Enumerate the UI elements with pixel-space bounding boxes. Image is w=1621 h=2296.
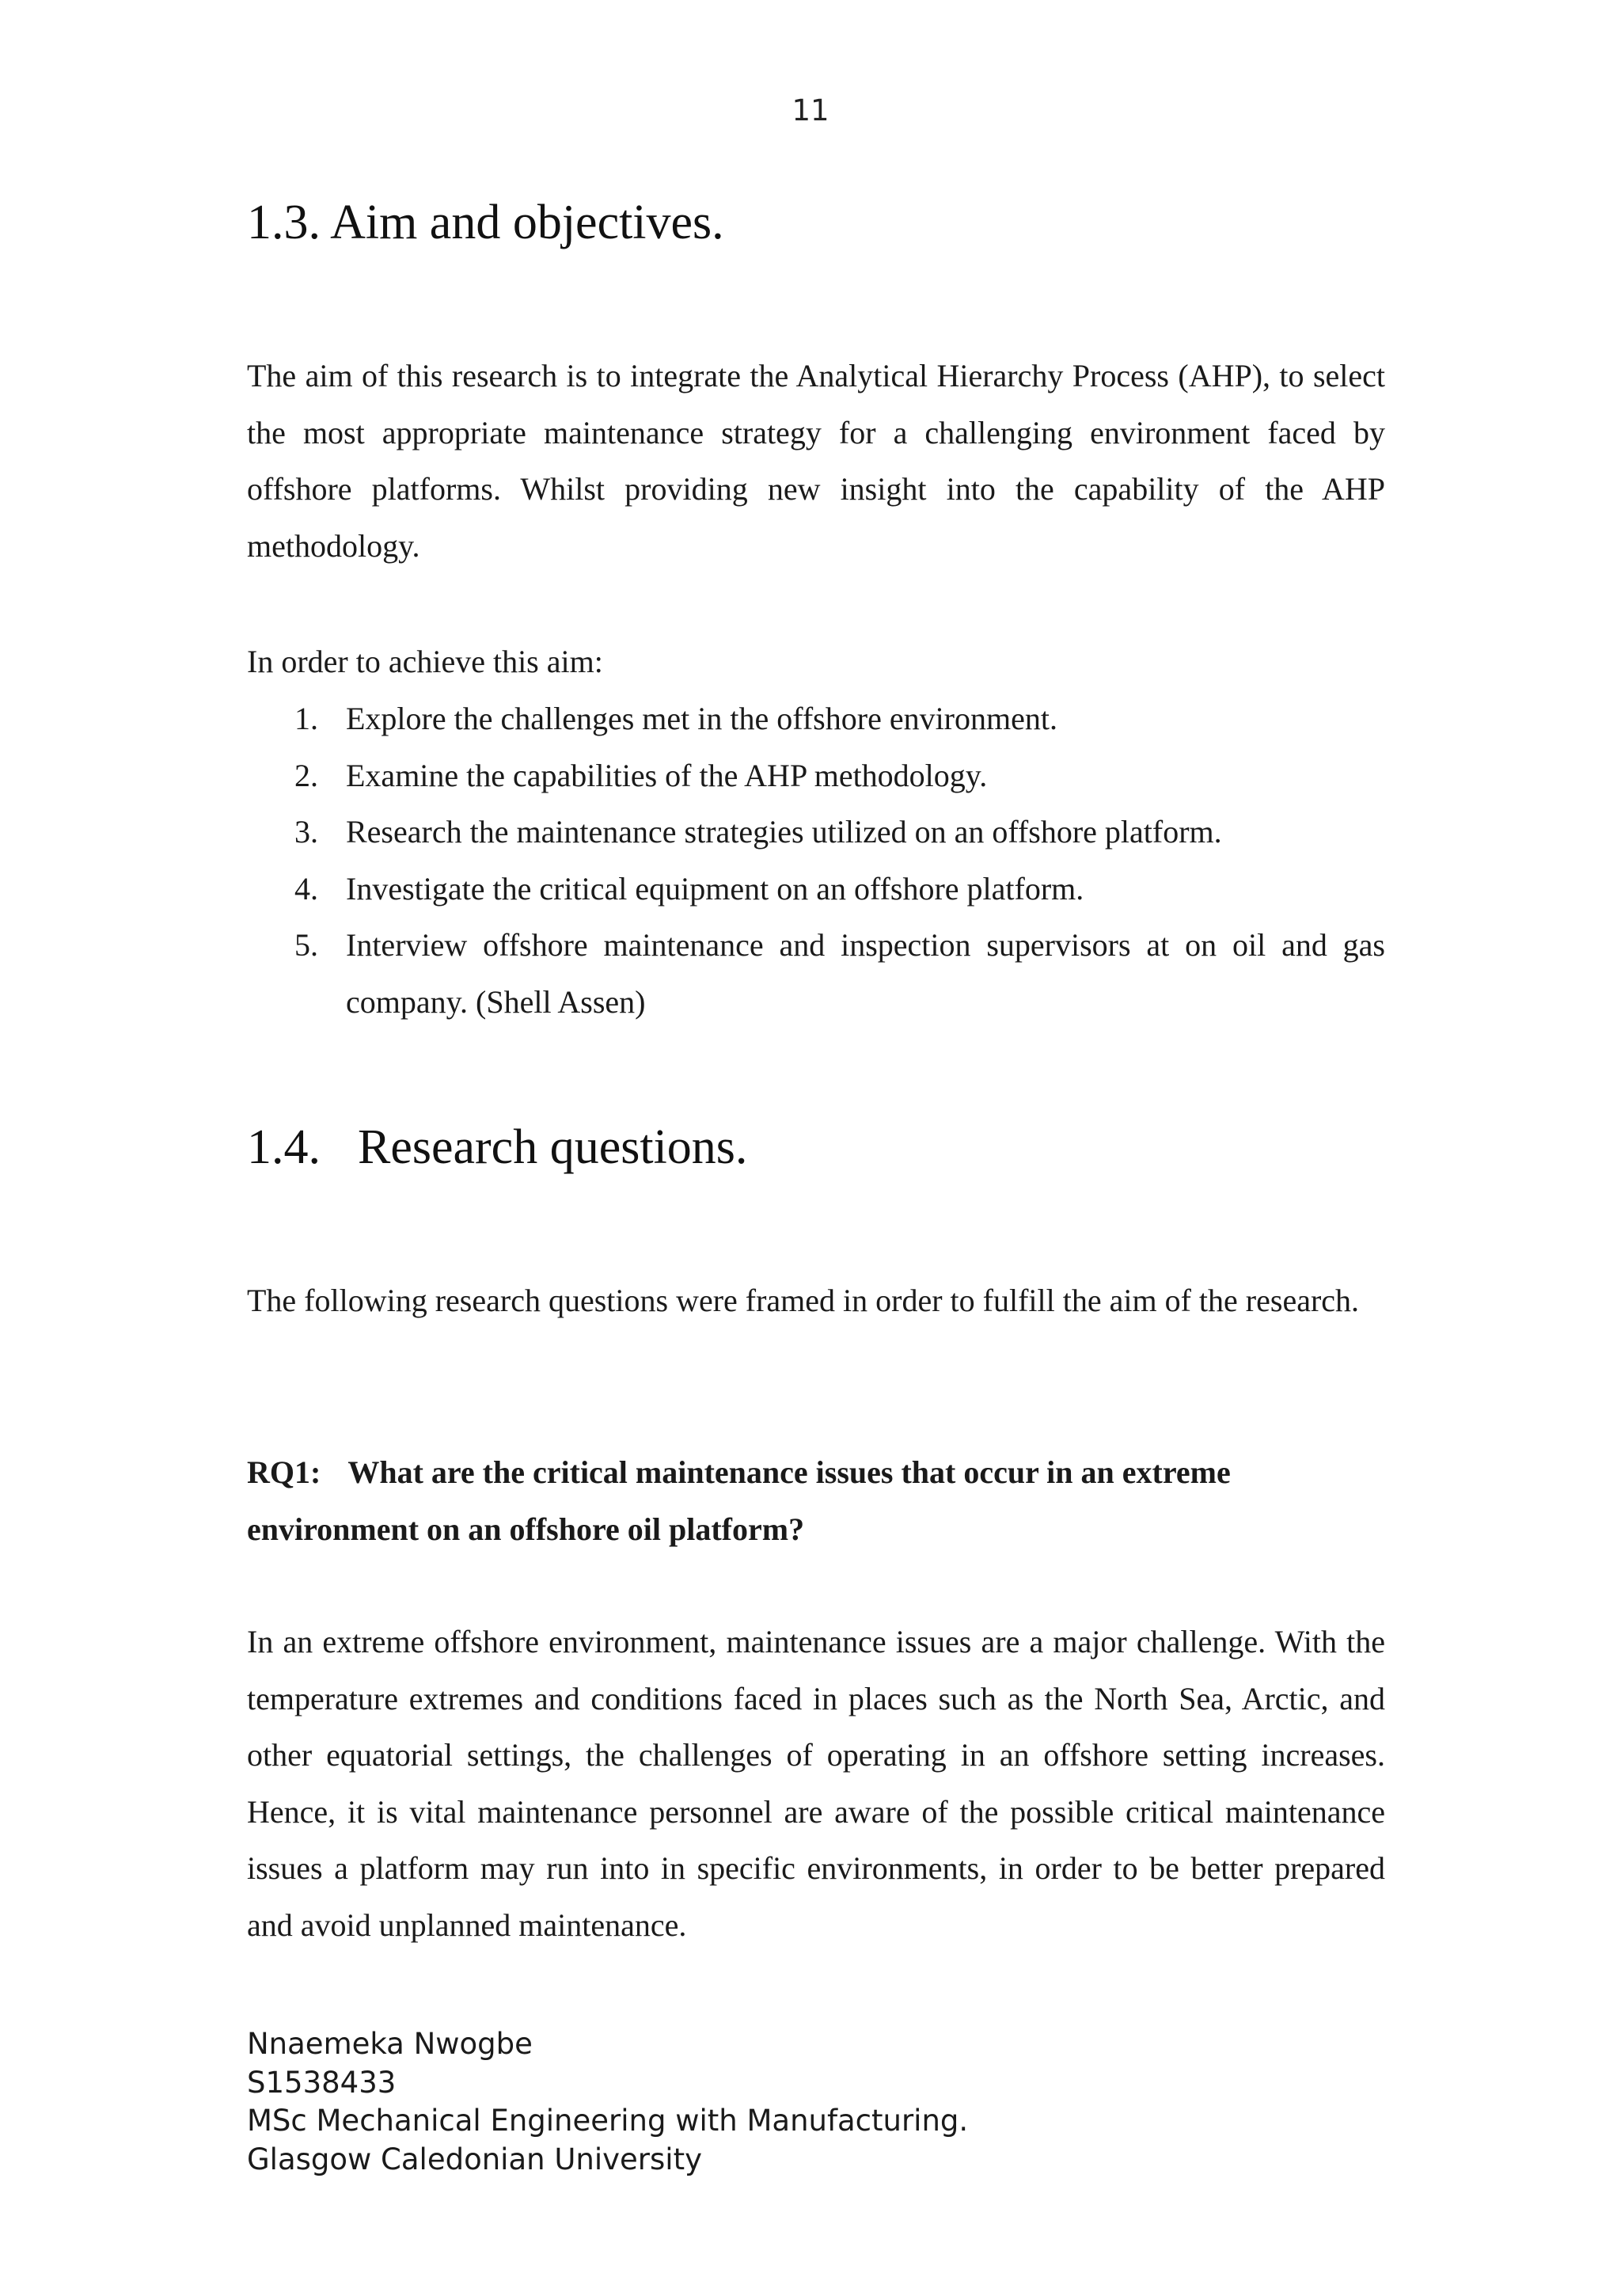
footer-author: Nnaemeka Nwogbe [247, 2027, 533, 2061]
objectives-list [247, 690, 1385, 1030]
objective-number: 4. [294, 870, 318, 907]
section-heading-research-questions [247, 1119, 747, 1176]
footer-student-id: S1538433 [247, 2065, 397, 2100]
objective-text: Examine the capabilities of the AHP methodology. [346, 757, 988, 793]
footer-programme: MSc Mechanical Engineering with Manufacturing. [247, 2104, 969, 2138]
research-question-rq1 [247, 1444, 1385, 1557]
objective-text: Investigate the critical equipment on an offshore platform. [346, 870, 1084, 907]
objective-text: Explore the challenges met in the offshore environment. [346, 701, 1057, 736]
aim-paragraph: The aim of this research is to integrate the Analytical Hierarchy Process (AHP), to select the most appropriate maintenance strategy for a challenging environment faced by offshore platforms. Whilst providing new insight into the capability of the AHP methodology. [247, 358, 1385, 564]
objective-number: 5. [294, 927, 318, 963]
objectives-intro: In order to achieve this aim: [247, 644, 603, 679]
page-footer [247, 2025, 968, 2179]
objective-item [247, 861, 1385, 918]
objective-number: 1. [294, 701, 318, 736]
section-heading-aim-objectives: 1.3. Aim and objectives. [247, 196, 724, 249]
objective-text: Research the maintenance strategies utilized on an offshore platform. [346, 814, 1222, 850]
section-heading-text: Research questions. [358, 1120, 748, 1174]
objective-item [247, 690, 1385, 747]
objective-number: 2. [294, 757, 318, 793]
objective-item [247, 917, 1385, 1030]
objective-item [247, 804, 1385, 861]
page-number: 11 [792, 93, 829, 127]
section-heading-number: 1.4. [247, 1120, 321, 1174]
objective-number: 3. [294, 814, 318, 850]
footer-university: Glasgow Caledonian University [247, 2142, 702, 2176]
rq1-text: What are the critical maintenance issues that occur in an extreme environment on an offshore oil platform? [247, 1454, 1231, 1547]
rq1-label: RQ1: [247, 1454, 321, 1490]
objective-text: Interview offshore maintenance and inspection supervisors at on oil and gas company. (Shell Assen) [346, 927, 1385, 1020]
research-questions-intro: The following research questions were framed in order to fulfill the aim of the research. [247, 1283, 1360, 1318]
rq1-answer-paragraph: In an extreme offshore environment, maintenance issues are a major challenge. With the temperature extremes and conditions faced in places such as the North Sea, Arctic, and other equatorial settings, the challenges of operating in an offshore setting increases. Hence, it is vital maintenance personnel are aware of the possible critical maintenance issues a platform may run into in specific environments, in order to be better prepared and avoid unplanned maintenance. [247, 1624, 1385, 1943]
objective-item [247, 747, 1385, 804]
